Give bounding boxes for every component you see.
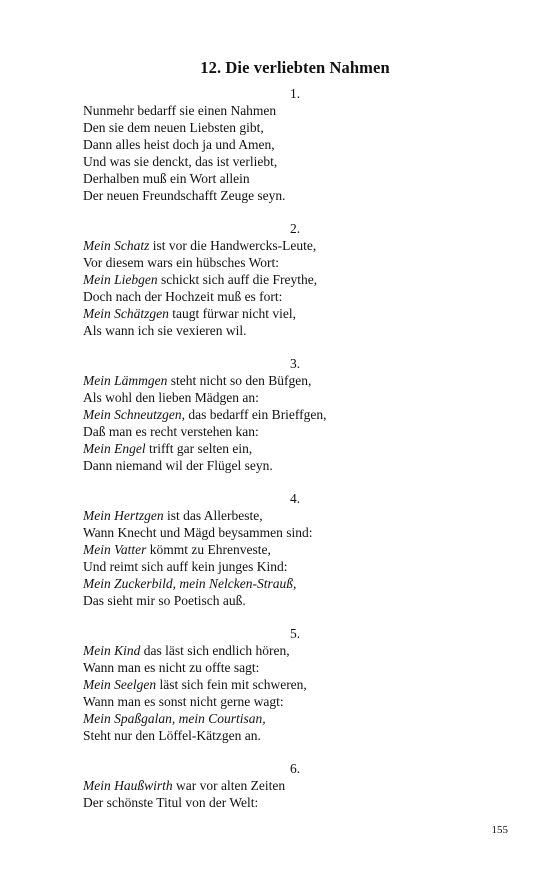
verse-line xyxy=(83,659,507,676)
text-segment: Der neuen Freundschafft Zeuge seyn. xyxy=(83,188,286,203)
stanza xyxy=(83,625,507,744)
text-segment: Wann Knecht und Mägd beysammen sind: xyxy=(83,525,313,540)
verse-line xyxy=(83,423,507,440)
text-segment: taugt fürwar nicht viel, xyxy=(168,306,296,321)
italic-segment: Mein Spaßgalan, mein Courtisan, xyxy=(83,711,266,726)
verse-line xyxy=(83,592,507,609)
stanza-number: 2. xyxy=(289,221,301,236)
stanza-number: 1. xyxy=(289,86,301,101)
text-segment: Steht nur den Löffel-Kätzgen an. xyxy=(83,728,261,743)
poem-title: 12. Die verliebten Nahmen xyxy=(200,58,390,77)
text-segment: Der schönste Titul von der Welt: xyxy=(83,795,259,810)
verse-line xyxy=(83,372,507,389)
text-segment: ist vor die Handwercks-Leute, xyxy=(149,238,317,253)
verse-line xyxy=(83,457,507,474)
page-number: 155 xyxy=(491,824,508,836)
verse-line xyxy=(83,254,507,271)
stanza-number: 5. xyxy=(289,626,301,641)
verse-line xyxy=(83,237,507,254)
text-segment: Nunmehr bedarff sie einen Nahmen xyxy=(83,103,277,118)
verse-line xyxy=(83,153,507,170)
stanza xyxy=(83,220,507,339)
text-segment: Vor diesem wars ein hübsches Wort: xyxy=(83,255,280,270)
text-segment: das läst sich endlich hören, xyxy=(140,643,290,658)
italic-segment: Mein Lämmgen xyxy=(83,373,168,388)
verse-line xyxy=(83,575,507,592)
text-segment: steht nicht so den Büfgen, xyxy=(167,373,312,388)
italic-segment: Mein Kind xyxy=(83,643,141,658)
verse-line xyxy=(83,676,507,693)
verse-line xyxy=(83,187,507,204)
verse-line xyxy=(83,102,507,119)
text-segment: das bedarff ein Brieffgen, xyxy=(184,407,327,422)
verse-line xyxy=(83,558,507,575)
text-segment: trifft gar selten ein, xyxy=(145,441,253,456)
stanza xyxy=(83,490,507,609)
verse-line xyxy=(83,693,507,710)
verse-line xyxy=(83,440,507,457)
verse-line xyxy=(83,710,507,727)
stanza xyxy=(83,355,507,474)
italic-segment: Mein Schatz xyxy=(83,238,150,253)
text-segment: Doch nach der Hochzeit muß es fort: xyxy=(83,289,283,304)
italic-segment: Mein Schätzgen xyxy=(83,306,169,321)
verse-line xyxy=(83,389,507,406)
stanza-number: 3. xyxy=(289,356,301,371)
italic-segment: Mein Seelgen xyxy=(83,677,157,692)
text-segment: Wann man es nicht zu offte sagt: xyxy=(83,660,260,675)
text-segment: Den sie dem neuen Liebsten gibt, xyxy=(83,120,264,135)
italic-segment: Mein Hertzgen xyxy=(83,508,164,523)
text-segment: Als wohl den lieben Mädgen an: xyxy=(83,390,259,405)
verse-line xyxy=(83,170,507,187)
text-segment: war vor alten Zeiten xyxy=(172,778,286,793)
verse-line xyxy=(83,777,507,794)
stanza-number: 6. xyxy=(289,761,301,776)
text-segment: Als wann ich sie vexieren wil. xyxy=(83,323,247,338)
verse-line xyxy=(83,642,507,659)
italic-segment: Mein Schneutzgen, xyxy=(83,407,185,422)
text-segment: Dann niemand wil der Flügel seyn. xyxy=(83,458,273,473)
italic-segment: Mein Zuckerbild, mein Nelcken-Strauß, xyxy=(83,576,297,591)
verse-line xyxy=(83,136,507,153)
verse-line xyxy=(83,727,507,744)
verse-line xyxy=(83,541,507,558)
verse-line xyxy=(83,119,507,136)
text-segment: Derhalben muß ein Wort allein xyxy=(83,171,250,186)
verse-line xyxy=(83,794,507,811)
verse-line xyxy=(83,305,507,322)
verse-line xyxy=(83,507,507,524)
text-segment: kömmt zu Ehrenveste, xyxy=(146,542,271,557)
text-segment: ist das Allerbeste, xyxy=(163,508,263,523)
text-segment: Das sieht mir so Poetisch auß. xyxy=(83,593,246,608)
verse-line xyxy=(83,271,507,288)
text-segment: Dann alles heist doch ja und Amen, xyxy=(83,137,275,152)
text-segment: Und was sie denckt, das ist verliebt, xyxy=(83,154,278,169)
text-segment: Wann man es sonst nicht gerne wagt: xyxy=(83,694,284,709)
verse-line xyxy=(83,322,507,339)
text-segment: Daß man es recht verstehen kan: xyxy=(83,424,259,439)
stanza-number: 4. xyxy=(289,491,301,506)
italic-segment: Mein Vatter xyxy=(83,542,147,557)
italic-segment: Mein Haußwirth xyxy=(83,778,173,793)
verse-line xyxy=(83,524,507,541)
italic-segment: Mein Liebgen xyxy=(83,272,158,287)
text-segment: schickt sich auff die Freythe, xyxy=(157,272,318,287)
stanza xyxy=(83,760,507,811)
stanza xyxy=(83,85,507,204)
verse-line xyxy=(83,406,507,423)
verse-line xyxy=(83,288,507,305)
text-segment: Und reimt sich auff kein junges Kind: xyxy=(83,559,288,574)
italic-segment: Mein Engel xyxy=(83,441,146,456)
text-segment: läst sich fein mit schweren, xyxy=(156,677,307,692)
